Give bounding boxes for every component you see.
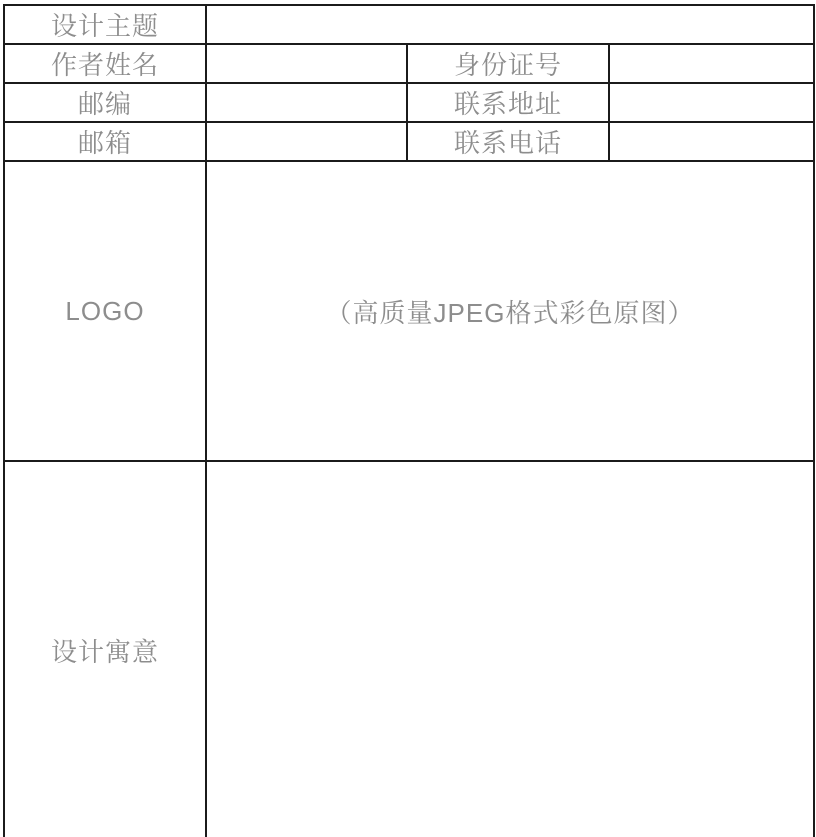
email-phone-row	[4, 122, 814, 161]
postal-code-label: 邮编	[4, 83, 206, 122]
design-submission-table	[3, 4, 815, 837]
design-meaning-field[interactable]	[206, 461, 814, 837]
logo-upload-area[interactable]	[206, 161, 814, 461]
logo-row	[4, 161, 814, 461]
logo-format-note: （高质量JPEG格式彩色原图）	[325, 297, 695, 328]
design-theme-row	[4, 5, 814, 44]
email-label: 邮箱	[4, 122, 206, 161]
author-name-field[interactable]	[206, 44, 407, 83]
contact-address-field[interactable]	[609, 83, 814, 122]
contact-phone-label: 联系电话	[407, 122, 609, 161]
design-meaning-row	[4, 461, 814, 837]
logo-label: LOGO	[4, 161, 206, 461]
contact-address-label: 联系地址	[407, 83, 609, 122]
email-field[interactable]	[206, 122, 407, 161]
design-meaning-label: 设计寓意	[4, 461, 206, 837]
id-number-label: 身份证号	[407, 44, 609, 83]
author-name-label: 作者姓名	[4, 44, 206, 83]
contact-phone-field[interactable]	[609, 122, 814, 161]
id-number-field[interactable]	[609, 44, 814, 83]
postal-address-row	[4, 83, 814, 122]
postal-code-field[interactable]	[206, 83, 407, 122]
author-id-row	[4, 44, 814, 83]
design-theme-field[interactable]	[206, 5, 814, 44]
design-theme-label: 设计主题	[4, 5, 206, 44]
